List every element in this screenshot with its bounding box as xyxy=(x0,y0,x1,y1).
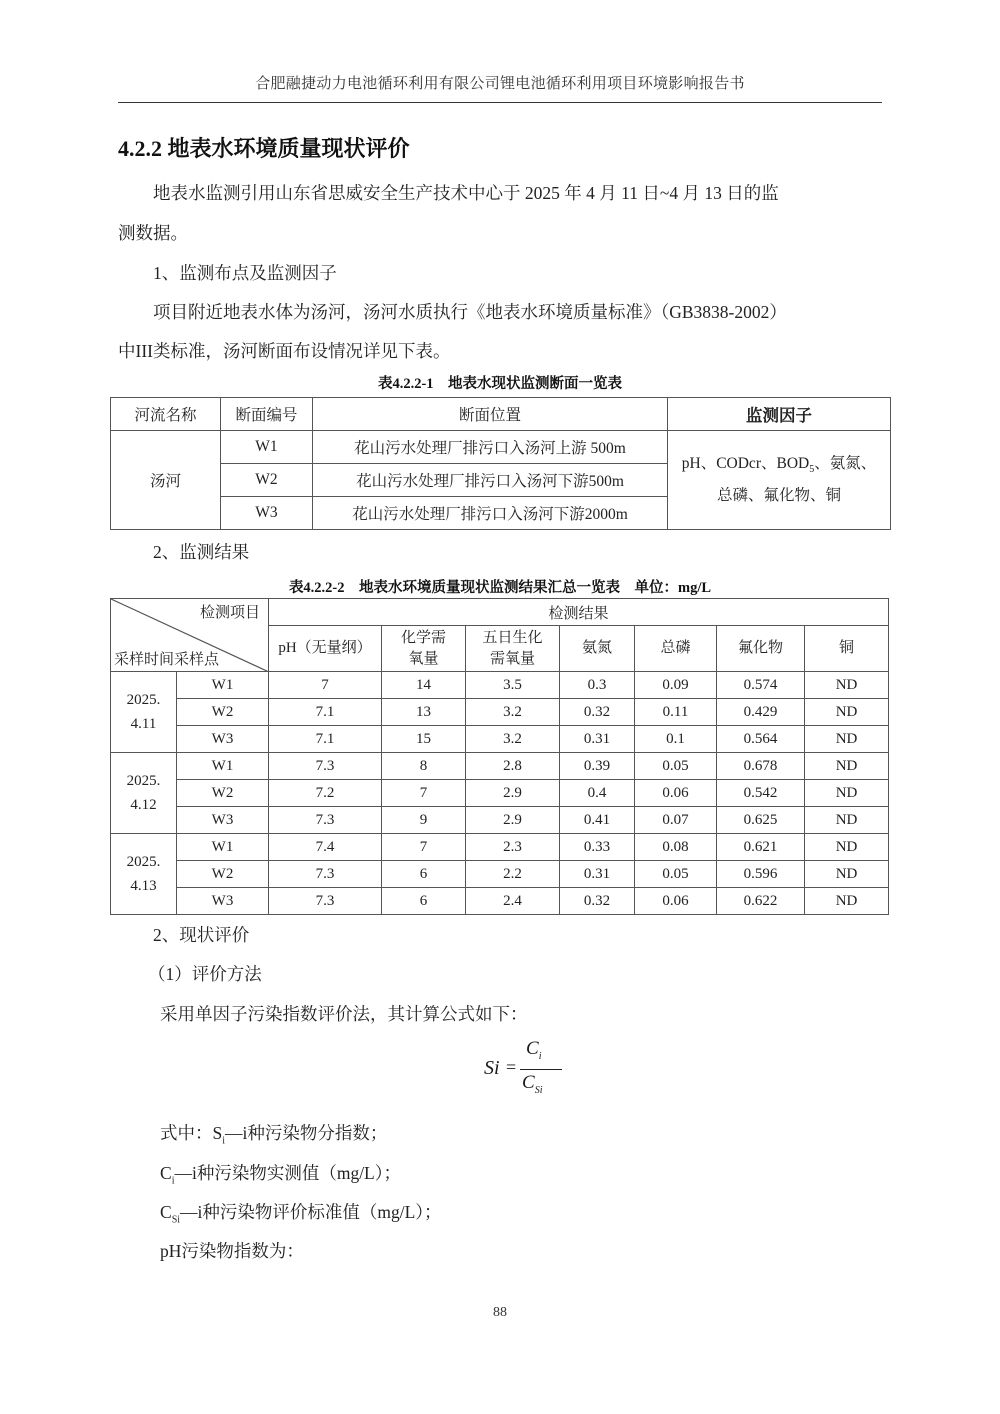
table-2-caption: 表4.2.2-2 地表水环境质量现状监测结果汇总一览表 单位：mg/L xyxy=(288,580,712,596)
result-value-cell: 7.3 xyxy=(269,861,382,888)
def-csi-text: —i种污染物评价标准值（mg/L）； xyxy=(180,1202,442,1222)
factors-line-1-sub: 5 xyxy=(809,464,815,476)
diag-top-label: 检测项目 xyxy=(199,605,260,621)
header-section-id: 断面编号 xyxy=(221,398,313,431)
result-value-cell: ND xyxy=(805,780,889,807)
results-row xyxy=(111,807,889,834)
result-value-cell: 0.3 xyxy=(560,672,635,699)
intro-line-2: 测数据。 xyxy=(118,223,188,243)
table-1-caption: 表4.2.2-1 地表水现状监测断面一览表 xyxy=(377,376,623,392)
denominator-sub: Si xyxy=(534,1084,543,1096)
result-value-cell: 0.31 xyxy=(560,861,635,888)
denominator-c: C xyxy=(522,1072,535,1093)
header-monitoring-factors: 监测因子 xyxy=(668,398,891,431)
section-id-cell: W1 xyxy=(221,431,313,464)
sampling-site-cell: W1 xyxy=(177,834,269,861)
result-value-cell: 15 xyxy=(382,726,466,753)
result-value-cell: 7.4 xyxy=(269,834,382,861)
result-value-cell: 0.32 xyxy=(560,699,635,726)
result-value-cell: 0.05 xyxy=(635,861,717,888)
results-row xyxy=(111,726,889,753)
def-ci-prefix: C xyxy=(160,1163,172,1183)
result-value-cell: 2.2 xyxy=(466,861,560,888)
def-ci-text: —i种污染物实测值（mg/L）； xyxy=(174,1163,401,1183)
result-value-cell: 7.3 xyxy=(269,753,382,780)
sampling-site-cell: W3 xyxy=(177,726,269,753)
ph-index-label: pH污染物指数为： xyxy=(160,1241,304,1261)
result-value-cell: ND xyxy=(805,807,889,834)
result-value-cell: 0.429 xyxy=(717,699,805,726)
numerator-sub: i xyxy=(538,1050,542,1062)
results-column-header xyxy=(269,626,382,672)
section-location-cell: 花山污水处理厂排污口入汤河下游2000m xyxy=(313,497,668,530)
result-value-cell: 0.678 xyxy=(717,753,805,780)
item-1-heading: 1、监测布点及监测因子 xyxy=(153,263,337,283)
results-column-header xyxy=(717,626,805,672)
section-id-cell: W2 xyxy=(221,464,313,497)
result-value-cell: 7.1 xyxy=(269,699,382,726)
column-header-line-1: 铜 xyxy=(839,640,855,656)
item-3-subheading: （1）评价方法 xyxy=(148,964,262,984)
results-column-header xyxy=(560,626,635,672)
result-value-cell: ND xyxy=(805,888,889,915)
results-column-header xyxy=(635,626,717,672)
result-value-cell: 14 xyxy=(382,672,466,699)
result-value-cell: 0.1 xyxy=(635,726,717,753)
formula-equals: = xyxy=(506,1057,517,1077)
result-value-cell: 0.542 xyxy=(717,780,805,807)
sampling-date-cell xyxy=(111,753,177,834)
diag-bottom-label: 采样时间采样点 xyxy=(114,652,220,668)
results-row xyxy=(111,861,889,888)
result-value-cell: 2.4 xyxy=(466,888,560,915)
result-value-cell: 7.3 xyxy=(269,888,382,915)
column-header-line-2: 需氧量 xyxy=(489,650,535,667)
column-header-line-1: pH（无量纲） xyxy=(278,640,372,656)
result-value-cell: 0.08 xyxy=(635,834,717,861)
formula-lhs: Si xyxy=(484,1057,500,1079)
result-value-cell: 0.4 xyxy=(560,780,635,807)
factors-line-1-b: 、氨氮、 xyxy=(814,454,877,472)
formula-numerator xyxy=(526,1038,541,1062)
definition-ci xyxy=(160,1160,401,1187)
section-location-cell: 花山污水处理厂排污口入汤河上游 500m xyxy=(313,431,668,464)
intro-line-1: 地表水监测引用山东省思威安全生产技术中心于 2025 年 4 月 11 日~4 月 13 日的监 xyxy=(153,183,779,203)
result-value-cell: 6 xyxy=(382,888,466,915)
results-row xyxy=(111,672,889,699)
sampling-date-line-2: 4.11 xyxy=(130,716,157,732)
def-si-sub: i xyxy=(222,1135,226,1147)
results-column-header xyxy=(805,626,889,672)
result-value-cell: 8 xyxy=(382,753,466,780)
monitoring-sections-table xyxy=(110,397,891,530)
factors-line-1-a: pH、CODcr、BOD xyxy=(681,454,810,472)
results-column-header xyxy=(382,626,466,672)
item-3-heading: 2、现状评价 xyxy=(153,925,250,945)
result-value-cell: 0.41 xyxy=(560,807,635,834)
table-row xyxy=(111,431,891,464)
formula xyxy=(484,1038,564,1102)
numerator-c: C xyxy=(526,1038,539,1059)
result-value-cell: 3.2 xyxy=(466,726,560,753)
result-value-cell: 2.9 xyxy=(466,780,560,807)
header-river-name: 河流名称 xyxy=(111,398,221,431)
header-section-location: 断面位置 xyxy=(313,398,668,431)
def-si-prefix: 式中：S xyxy=(160,1123,223,1143)
results-row xyxy=(111,699,889,726)
results-row xyxy=(111,834,889,861)
fraction-bar xyxy=(520,1069,562,1070)
sampling-site-cell: W2 xyxy=(177,861,269,888)
method-text: 采用单因子污染指数评价法，其计算公式如下： xyxy=(160,1004,528,1024)
results-row xyxy=(111,780,889,807)
result-value-cell: 2.8 xyxy=(466,753,560,780)
definition-csi xyxy=(160,1199,442,1226)
result-value-cell: 0.05 xyxy=(635,753,717,780)
result-value-cell: 7 xyxy=(269,672,382,699)
result-value-cell: 0.07 xyxy=(635,807,717,834)
result-value-cell: 13 xyxy=(382,699,466,726)
result-value-cell: 0.11 xyxy=(635,699,717,726)
def-ci-sub: i xyxy=(171,1175,175,1187)
river-name-cell: 汤河 xyxy=(111,431,221,530)
def-csi-sub: Si xyxy=(171,1214,181,1226)
result-value-cell: 0.622 xyxy=(717,888,805,915)
definition-si xyxy=(160,1120,387,1147)
formula-denominator xyxy=(522,1072,542,1096)
result-value-cell: 7 xyxy=(382,780,466,807)
result-value-cell: 7.2 xyxy=(269,780,382,807)
result-value-cell: ND xyxy=(805,672,889,699)
result-value-cell: 0.31 xyxy=(560,726,635,753)
result-value-cell: ND xyxy=(805,834,889,861)
result-value-cell: 0.06 xyxy=(635,888,717,915)
table-header-row xyxy=(111,398,891,431)
results-header-row-1 xyxy=(111,599,889,626)
result-value-cell: ND xyxy=(805,726,889,753)
result-value-cell: 0.621 xyxy=(717,834,805,861)
column-header-line-1: 总磷 xyxy=(660,640,691,656)
column-header-line-1: 五日生化 xyxy=(482,629,543,646)
sampling-date-line-1: 2025. xyxy=(126,692,161,708)
result-value-cell: 7.1 xyxy=(269,726,382,753)
monitoring-factors-cell xyxy=(668,431,891,530)
sampling-site-cell: W2 xyxy=(177,699,269,726)
def-si-text: —i种污染物分指数； xyxy=(225,1123,388,1143)
monitoring-results-table xyxy=(110,598,889,915)
result-value-cell: 0.574 xyxy=(717,672,805,699)
sampling-date-line-2: 4.12 xyxy=(130,797,157,813)
result-value-cell: 0.596 xyxy=(717,861,805,888)
column-header-line-1: 氨氮 xyxy=(581,640,612,656)
result-value-cell: ND xyxy=(805,699,889,726)
result-value-cell: 7.3 xyxy=(269,807,382,834)
section-location-cell: 花山污水处理厂排污口入汤河下游500m xyxy=(313,464,668,497)
section-id-cell: W3 xyxy=(221,497,313,530)
column-header-line-1: 化学需 xyxy=(400,629,446,646)
result-value-cell: 0.39 xyxy=(560,753,635,780)
sampling-site-cell: W2 xyxy=(177,780,269,807)
sampling-date-cell xyxy=(111,672,177,753)
results-row xyxy=(111,753,889,780)
results-row xyxy=(111,888,889,915)
result-value-cell: 3.5 xyxy=(466,672,560,699)
result-value-cell: 0.625 xyxy=(717,807,805,834)
result-value-cell: 9 xyxy=(382,807,466,834)
result-value-cell: 2.9 xyxy=(466,807,560,834)
para-2-line-2: 中III类标准，汤河断面布设情况详见下表。 xyxy=(118,341,451,361)
para-2-line-1: 项目附近地表水体为汤河，汤河水质执行《地表水环境质量标准》（GB3838-2002） xyxy=(153,302,787,322)
factors-line-2: 总磷、氟化物、铜 xyxy=(716,487,841,505)
result-value-cell: 7 xyxy=(382,834,466,861)
diagonal-header-cell xyxy=(111,599,269,672)
document-header-title: 合肥融捷动力电池循环利用有限公司锂电池循环利用项目环境影响报告书 xyxy=(255,76,745,92)
results-group-header: 检测结果 xyxy=(269,599,889,626)
sampling-site-cell: W1 xyxy=(177,672,269,699)
result-value-cell: 0.33 xyxy=(560,834,635,861)
column-header-line-2: 氧量 xyxy=(408,650,439,667)
results-column-header xyxy=(466,626,560,672)
result-value-cell: 6 xyxy=(382,861,466,888)
sampling-date-line-2: 4.13 xyxy=(130,878,157,894)
result-value-cell: 0.09 xyxy=(635,672,717,699)
sampling-date-cell xyxy=(111,834,177,915)
result-value-cell: ND xyxy=(805,753,889,780)
def-csi-prefix: C xyxy=(160,1202,172,1222)
sampling-site-cell: W1 xyxy=(177,753,269,780)
sampling-site-cell: W3 xyxy=(177,807,269,834)
header-rule xyxy=(118,102,882,103)
result-value-cell: 3.2 xyxy=(466,699,560,726)
result-value-cell: 2.3 xyxy=(466,834,560,861)
sampling-site-cell: W3 xyxy=(177,888,269,915)
sampling-date-line-1: 2025. xyxy=(126,773,161,789)
section-heading: 4.2.2 地表水环境质量现状评价 xyxy=(118,136,410,161)
result-value-cell: 0.564 xyxy=(717,726,805,753)
sampling-date-line-1: 2025. xyxy=(126,854,161,870)
result-value-cell: 0.06 xyxy=(635,780,717,807)
result-value-cell: 0.32 xyxy=(560,888,635,915)
column-header-line-1: 氟化物 xyxy=(737,640,783,656)
page-number: 88 xyxy=(493,1305,507,1320)
item-2-heading: 2、监测结果 xyxy=(153,542,250,562)
result-value-cell: ND xyxy=(805,861,889,888)
